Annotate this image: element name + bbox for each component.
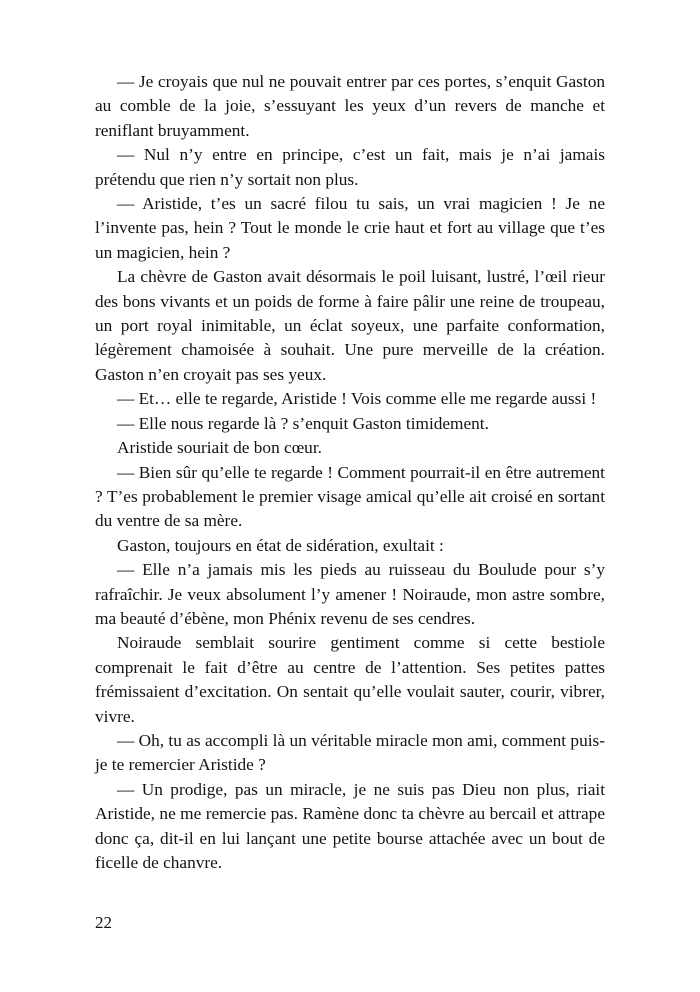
- paragraph: — Je croyais que nul ne pouvait entrer par ces portes, s’enquit Gaston au comble de la joie, s’essuyant les yeux d’un revers de manche et reniflant bruyamment.: [95, 72, 605, 140]
- paragraph: — Nul n’y entre en principe, c’est un fait, mais je n’ai jamais prétendu que rien n’y sortait non plus.: [95, 145, 605, 189]
- paragraph: — Elle n’a jamais mis les pieds au ruisseau du Boulude pour s’y rafraîchir. Je veux absolument l’y amener ! Noiraude, mon astre sombre, ma beauté d’ébène, mon Phénix revenu de ses cendres.: [95, 560, 605, 628]
- paragraph: — Et… elle te regarde, Aristide ! Vois comme elle me regarde aussi !: [117, 389, 597, 409]
- paragraph: Gaston, toujours en état de sidération, exultait :: [117, 535, 444, 555]
- page-number: 22: [95, 913, 112, 932]
- paragraph: Noiraude semblait sourire gentiment comme si cette bestiole comprenait le fait d’être au centre de l’attention. Ses petites pattes frémissaient d’excitation. On sentait qu’elle voulait sauter, courir, vibrer, vivre.: [95, 633, 605, 726]
- page-body: [95, 70, 605, 875]
- paragraph: Aristide souriait de bon cœur.: [117, 438, 322, 458]
- paragraph: — Bien sûr qu’elle te regarde ! Comment pourrait-il en être autrement ? T’es probablement le premier visage amical qu’elle ait croisé en sortant du ventre de sa mère.: [95, 462, 605, 531]
- paragraph: La chèvre de Gaston avait désormais le poil luisant, lustré, l’œil rieur des bons vivants et un poids de forme à faire pâlir une reine de troupeau, un port royal inimitable, un éclat soyeux, une parfaite conformation, légèrement chamoisée à souhait. Une pure merveille de la création. Gaston n’en croyait pas ses yeux.: [95, 267, 605, 384]
- paragraph: — Oh, tu as accompli là un véritable miracle mon ami, comment puis-je te remercier Aristide ?: [95, 730, 605, 775]
- paragraph: — Un prodige, pas un miracle, je ne suis pas Dieu non plus, riait Aristide, ne me remercie pas. Ramène donc ta chèvre au bercail et attrape donc ça, dit-il en lui lançant une petite bourse attachée avec un bout de ficelle de chanvre.: [95, 779, 605, 872]
- paragraph: — Elle nous regarde là ? s’enquit Gaston timidement.: [117, 413, 489, 433]
- paragraph: — Aristide, t’es un sacré filou tu sais, un vrai magicien ! Je ne l’invente pas, hein ? Tout le monde le crie haut et fort au village que t’es un magicien, hein ?: [95, 194, 605, 262]
